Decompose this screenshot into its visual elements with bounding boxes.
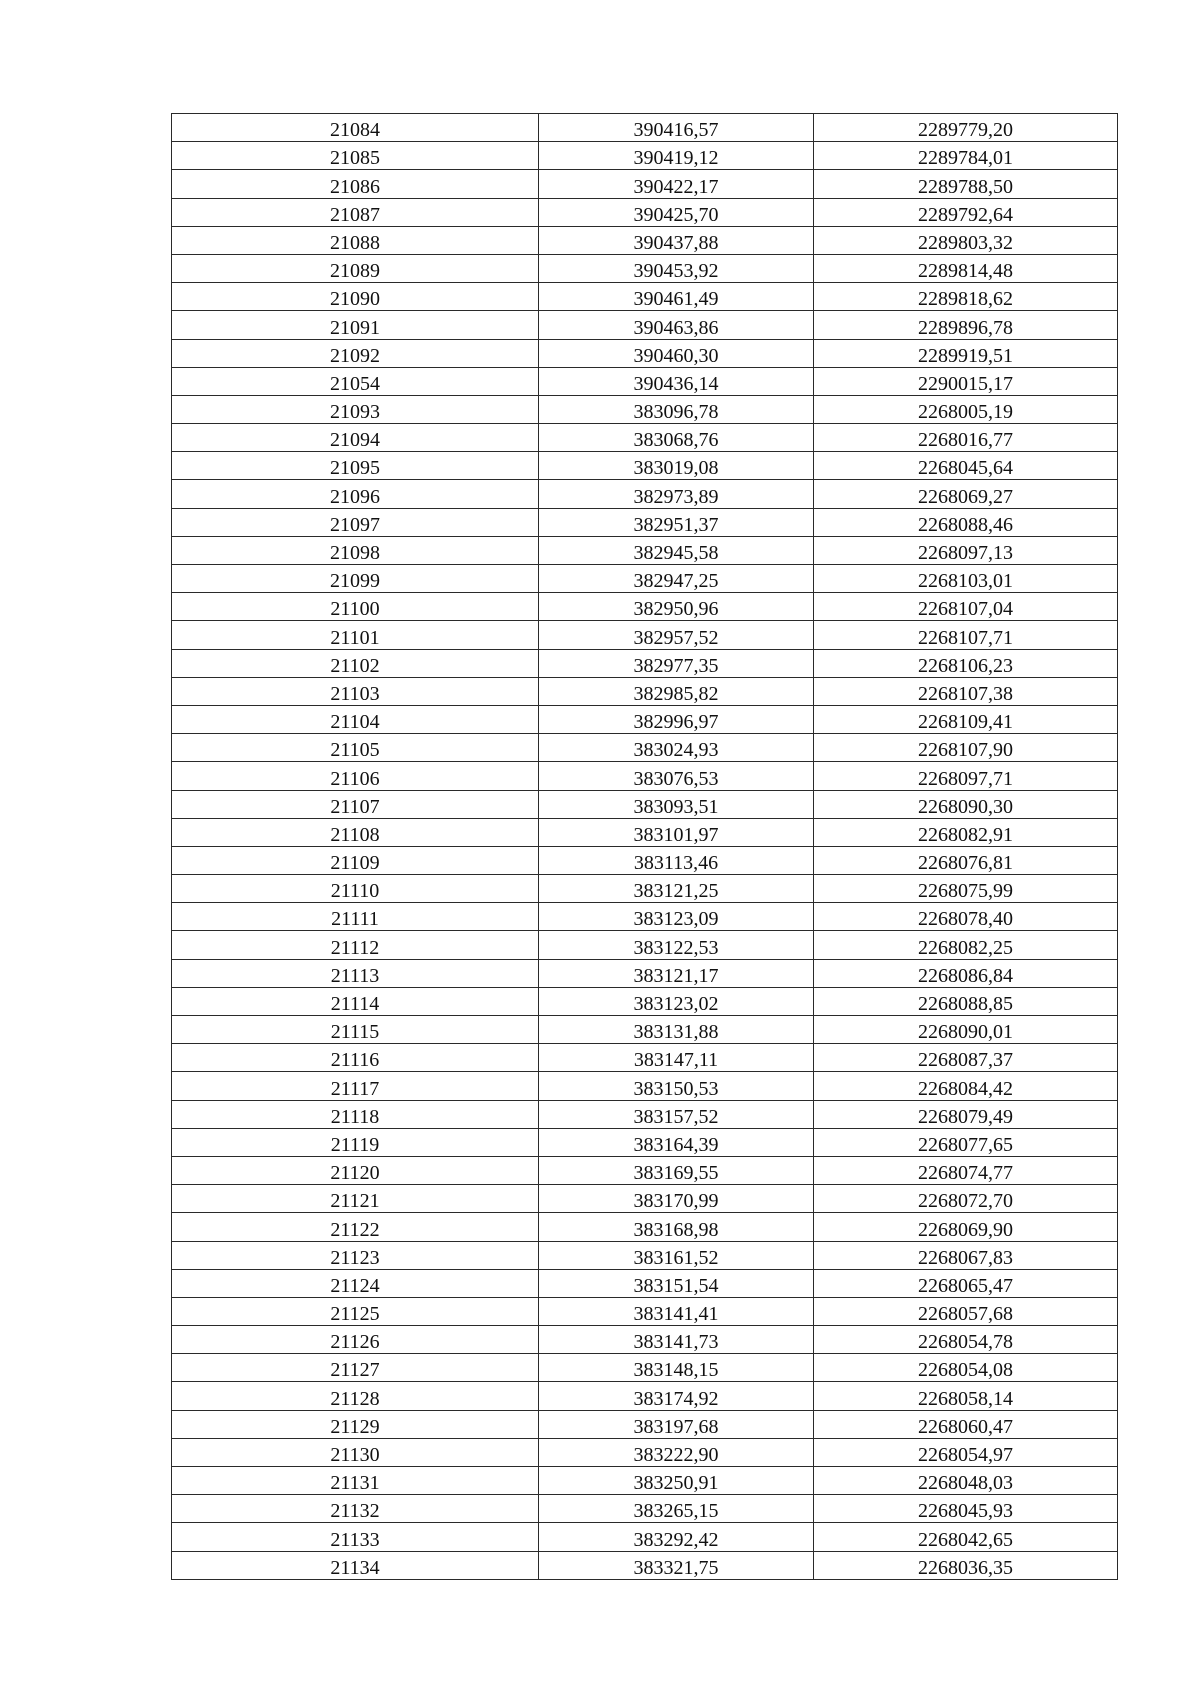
table-row bbox=[172, 283, 1118, 311]
point-number-cell: 21122 bbox=[172, 1213, 539, 1241]
y-coordinate-cell: 2268087,37 bbox=[814, 1044, 1118, 1072]
coordinates-table bbox=[171, 113, 1118, 1580]
table-row bbox=[172, 367, 1118, 395]
table-row bbox=[172, 1551, 1118, 1579]
point-number-cell: 21101 bbox=[172, 621, 539, 649]
point-number-cell: 21084 bbox=[172, 114, 539, 142]
y-coordinate-cell: 2268103,01 bbox=[814, 565, 1118, 593]
y-coordinate-cell: 2268107,04 bbox=[814, 593, 1118, 621]
table-row bbox=[172, 1016, 1118, 1044]
x-coordinate-cell: 383148,15 bbox=[539, 1354, 814, 1382]
y-coordinate-cell: 2289814,48 bbox=[814, 254, 1118, 282]
point-number-cell: 21128 bbox=[172, 1382, 539, 1410]
x-coordinate-cell: 383093,51 bbox=[539, 790, 814, 818]
point-number-cell: 21127 bbox=[172, 1354, 539, 1382]
y-coordinate-cell: 2268045,93 bbox=[814, 1495, 1118, 1523]
x-coordinate-cell: 383164,39 bbox=[539, 1128, 814, 1156]
table-row bbox=[172, 790, 1118, 818]
table-row bbox=[172, 762, 1118, 790]
table-row bbox=[172, 875, 1118, 903]
table-row bbox=[172, 114, 1118, 142]
point-number-cell: 21093 bbox=[172, 395, 539, 423]
y-coordinate-cell: 2289919,51 bbox=[814, 339, 1118, 367]
point-number-cell: 21107 bbox=[172, 790, 539, 818]
point-number-cell: 21133 bbox=[172, 1523, 539, 1551]
x-coordinate-cell: 383174,92 bbox=[539, 1382, 814, 1410]
x-coordinate-cell: 390422,17 bbox=[539, 170, 814, 198]
y-coordinate-cell: 2268054,78 bbox=[814, 1326, 1118, 1354]
table-row bbox=[172, 621, 1118, 649]
y-coordinate-cell: 2268077,65 bbox=[814, 1128, 1118, 1156]
x-coordinate-cell: 383292,42 bbox=[539, 1523, 814, 1551]
x-coordinate-cell: 383068,76 bbox=[539, 424, 814, 452]
y-coordinate-cell: 2268107,71 bbox=[814, 621, 1118, 649]
table-row bbox=[172, 226, 1118, 254]
table-row bbox=[172, 705, 1118, 733]
y-coordinate-cell: 2268076,81 bbox=[814, 846, 1118, 874]
table-row bbox=[172, 565, 1118, 593]
table-row bbox=[172, 593, 1118, 621]
x-coordinate-cell: 390416,57 bbox=[539, 114, 814, 142]
y-coordinate-cell: 2268072,70 bbox=[814, 1185, 1118, 1213]
point-number-cell: 21087 bbox=[172, 198, 539, 226]
x-coordinate-cell: 383101,97 bbox=[539, 818, 814, 846]
point-number-cell: 21129 bbox=[172, 1410, 539, 1438]
x-coordinate-cell: 383168,98 bbox=[539, 1213, 814, 1241]
y-coordinate-cell: 2268107,38 bbox=[814, 677, 1118, 705]
table-row bbox=[172, 508, 1118, 536]
table-row bbox=[172, 1128, 1118, 1156]
x-coordinate-cell: 383121,25 bbox=[539, 875, 814, 903]
x-coordinate-cell: 383121,17 bbox=[539, 959, 814, 987]
table-row bbox=[172, 649, 1118, 677]
point-number-cell: 21130 bbox=[172, 1438, 539, 1466]
y-coordinate-cell: 2268107,90 bbox=[814, 734, 1118, 762]
y-coordinate-cell: 2268084,42 bbox=[814, 1072, 1118, 1100]
x-coordinate-cell: 383265,15 bbox=[539, 1495, 814, 1523]
y-coordinate-cell: 2289792,64 bbox=[814, 198, 1118, 226]
y-coordinate-cell: 2268106,23 bbox=[814, 649, 1118, 677]
x-coordinate-cell: 383197,68 bbox=[539, 1410, 814, 1438]
table-row bbox=[172, 1100, 1118, 1128]
table-row bbox=[172, 1185, 1118, 1213]
x-coordinate-cell: 382947,25 bbox=[539, 565, 814, 593]
y-coordinate-cell: 2289803,32 bbox=[814, 226, 1118, 254]
x-coordinate-cell: 390419,12 bbox=[539, 142, 814, 170]
x-coordinate-cell: 383096,78 bbox=[539, 395, 814, 423]
point-number-cell: 21054 bbox=[172, 367, 539, 395]
y-coordinate-cell: 2268067,83 bbox=[814, 1241, 1118, 1269]
x-coordinate-cell: 382957,52 bbox=[539, 621, 814, 649]
table-row bbox=[172, 142, 1118, 170]
point-number-cell: 21124 bbox=[172, 1269, 539, 1297]
point-number-cell: 21126 bbox=[172, 1326, 539, 1354]
y-coordinate-cell: 2268065,47 bbox=[814, 1269, 1118, 1297]
table-row bbox=[172, 1382, 1118, 1410]
x-coordinate-cell: 383321,75 bbox=[539, 1551, 814, 1579]
point-number-cell: 21090 bbox=[172, 283, 539, 311]
table-row bbox=[172, 734, 1118, 762]
y-coordinate-cell: 2268016,77 bbox=[814, 424, 1118, 452]
point-number-cell: 21094 bbox=[172, 424, 539, 452]
x-coordinate-cell: 390425,70 bbox=[539, 198, 814, 226]
y-coordinate-cell: 2268109,41 bbox=[814, 705, 1118, 733]
x-coordinate-cell: 390436,14 bbox=[539, 367, 814, 395]
y-coordinate-cell: 2268069,27 bbox=[814, 480, 1118, 508]
y-coordinate-cell: 2268048,03 bbox=[814, 1467, 1118, 1495]
x-coordinate-cell: 390461,49 bbox=[539, 283, 814, 311]
y-coordinate-cell: 2268058,14 bbox=[814, 1382, 1118, 1410]
x-coordinate-cell: 390453,92 bbox=[539, 254, 814, 282]
y-coordinate-cell: 2268078,40 bbox=[814, 903, 1118, 931]
point-number-cell: 21105 bbox=[172, 734, 539, 762]
point-number-cell: 21123 bbox=[172, 1241, 539, 1269]
table-row bbox=[172, 339, 1118, 367]
table-row bbox=[172, 1241, 1118, 1269]
point-number-cell: 21091 bbox=[172, 311, 539, 339]
point-number-cell: 21125 bbox=[172, 1297, 539, 1325]
y-coordinate-cell: 2268005,19 bbox=[814, 395, 1118, 423]
y-coordinate-cell: 2268054,08 bbox=[814, 1354, 1118, 1382]
table-row bbox=[172, 424, 1118, 452]
x-coordinate-cell: 382977,35 bbox=[539, 649, 814, 677]
y-coordinate-cell: 2268054,97 bbox=[814, 1438, 1118, 1466]
point-number-cell: 21097 bbox=[172, 508, 539, 536]
table-row bbox=[172, 198, 1118, 226]
y-coordinate-cell: 2268075,99 bbox=[814, 875, 1118, 903]
point-number-cell: 21121 bbox=[172, 1185, 539, 1213]
table-row bbox=[172, 170, 1118, 198]
point-number-cell: 21115 bbox=[172, 1016, 539, 1044]
table-row bbox=[172, 1438, 1118, 1466]
x-coordinate-cell: 382973,89 bbox=[539, 480, 814, 508]
x-coordinate-cell: 382996,97 bbox=[539, 705, 814, 733]
x-coordinate-cell: 383250,91 bbox=[539, 1467, 814, 1495]
y-coordinate-cell: 2268097,13 bbox=[814, 536, 1118, 564]
point-number-cell: 21095 bbox=[172, 452, 539, 480]
y-coordinate-cell: 2268086,84 bbox=[814, 959, 1118, 987]
y-coordinate-cell: 2268069,90 bbox=[814, 1213, 1118, 1241]
x-coordinate-cell: 383123,09 bbox=[539, 903, 814, 931]
point-number-cell: 21085 bbox=[172, 142, 539, 170]
point-number-cell: 21092 bbox=[172, 339, 539, 367]
point-number-cell: 21132 bbox=[172, 1495, 539, 1523]
table-row bbox=[172, 395, 1118, 423]
table-row bbox=[172, 1156, 1118, 1184]
y-coordinate-cell: 2268090,30 bbox=[814, 790, 1118, 818]
y-coordinate-cell: 2289784,01 bbox=[814, 142, 1118, 170]
table-row bbox=[172, 480, 1118, 508]
y-coordinate-cell: 2268057,68 bbox=[814, 1297, 1118, 1325]
table-row bbox=[172, 903, 1118, 931]
x-coordinate-cell: 383161,52 bbox=[539, 1241, 814, 1269]
y-coordinate-cell: 2289788,50 bbox=[814, 170, 1118, 198]
y-coordinate-cell: 2289818,62 bbox=[814, 283, 1118, 311]
y-coordinate-cell: 2268074,77 bbox=[814, 1156, 1118, 1184]
table-row bbox=[172, 1410, 1118, 1438]
point-number-cell: 21110 bbox=[172, 875, 539, 903]
table-row bbox=[172, 677, 1118, 705]
point-number-cell: 21086 bbox=[172, 170, 539, 198]
x-coordinate-cell: 383169,55 bbox=[539, 1156, 814, 1184]
table-row bbox=[172, 987, 1118, 1015]
point-number-cell: 21103 bbox=[172, 677, 539, 705]
x-coordinate-cell: 383151,54 bbox=[539, 1269, 814, 1297]
x-coordinate-cell: 383147,11 bbox=[539, 1044, 814, 1072]
y-coordinate-cell: 2268088,46 bbox=[814, 508, 1118, 536]
table-row bbox=[172, 959, 1118, 987]
table-row bbox=[172, 1072, 1118, 1100]
table-row bbox=[172, 1523, 1118, 1551]
point-number-cell: 21104 bbox=[172, 705, 539, 733]
x-coordinate-cell: 383024,93 bbox=[539, 734, 814, 762]
x-coordinate-cell: 383141,73 bbox=[539, 1326, 814, 1354]
point-number-cell: 21134 bbox=[172, 1551, 539, 1579]
point-number-cell: 21120 bbox=[172, 1156, 539, 1184]
x-coordinate-cell: 382945,58 bbox=[539, 536, 814, 564]
table-row bbox=[172, 1495, 1118, 1523]
point-number-cell: 21109 bbox=[172, 846, 539, 874]
point-number-cell: 21114 bbox=[172, 987, 539, 1015]
y-coordinate-cell: 2268090,01 bbox=[814, 1016, 1118, 1044]
x-coordinate-cell: 383150,53 bbox=[539, 1072, 814, 1100]
y-coordinate-cell: 2268060,47 bbox=[814, 1410, 1118, 1438]
y-coordinate-cell: 2289779,20 bbox=[814, 114, 1118, 142]
y-coordinate-cell: 2268097,71 bbox=[814, 762, 1118, 790]
y-coordinate-cell: 2268045,64 bbox=[814, 452, 1118, 480]
point-number-cell: 21089 bbox=[172, 254, 539, 282]
point-number-cell: 21088 bbox=[172, 226, 539, 254]
x-coordinate-cell: 383141,41 bbox=[539, 1297, 814, 1325]
table-row bbox=[172, 1269, 1118, 1297]
table-row bbox=[172, 1354, 1118, 1382]
x-coordinate-cell: 382951,37 bbox=[539, 508, 814, 536]
table-row bbox=[172, 1044, 1118, 1072]
x-coordinate-cell: 390460,30 bbox=[539, 339, 814, 367]
y-coordinate-cell: 2290015,17 bbox=[814, 367, 1118, 395]
y-coordinate-cell: 2268082,25 bbox=[814, 931, 1118, 959]
x-coordinate-cell: 390463,86 bbox=[539, 311, 814, 339]
x-coordinate-cell: 383131,88 bbox=[539, 1016, 814, 1044]
x-coordinate-cell: 383170,99 bbox=[539, 1185, 814, 1213]
x-coordinate-cell: 383122,53 bbox=[539, 931, 814, 959]
x-coordinate-cell: 383222,90 bbox=[539, 1438, 814, 1466]
point-number-cell: 21113 bbox=[172, 959, 539, 987]
x-coordinate-cell: 383157,52 bbox=[539, 1100, 814, 1128]
table-row bbox=[172, 452, 1118, 480]
point-number-cell: 21102 bbox=[172, 649, 539, 677]
point-number-cell: 21108 bbox=[172, 818, 539, 846]
point-number-cell: 21119 bbox=[172, 1128, 539, 1156]
y-coordinate-cell: 2268036,35 bbox=[814, 1551, 1118, 1579]
point-number-cell: 21112 bbox=[172, 931, 539, 959]
x-coordinate-cell: 382950,96 bbox=[539, 593, 814, 621]
table-row bbox=[172, 818, 1118, 846]
table-row bbox=[172, 1297, 1118, 1325]
point-number-cell: 21100 bbox=[172, 593, 539, 621]
table-row bbox=[172, 254, 1118, 282]
table-row bbox=[172, 846, 1118, 874]
point-number-cell: 21131 bbox=[172, 1467, 539, 1495]
point-number-cell: 21111 bbox=[172, 903, 539, 931]
y-coordinate-cell: 2289896,78 bbox=[814, 311, 1118, 339]
x-coordinate-cell: 383113,46 bbox=[539, 846, 814, 874]
point-number-cell: 21099 bbox=[172, 565, 539, 593]
point-number-cell: 21106 bbox=[172, 762, 539, 790]
point-number-cell: 21117 bbox=[172, 1072, 539, 1100]
point-number-cell: 21096 bbox=[172, 480, 539, 508]
x-coordinate-cell: 383076,53 bbox=[539, 762, 814, 790]
y-coordinate-cell: 2268042,65 bbox=[814, 1523, 1118, 1551]
table-row bbox=[172, 1326, 1118, 1354]
point-number-cell: 21116 bbox=[172, 1044, 539, 1072]
point-number-cell: 21098 bbox=[172, 536, 539, 564]
y-coordinate-cell: 2268079,49 bbox=[814, 1100, 1118, 1128]
x-coordinate-cell: 390437,88 bbox=[539, 226, 814, 254]
table-row bbox=[172, 1213, 1118, 1241]
table-row bbox=[172, 536, 1118, 564]
table-row bbox=[172, 1467, 1118, 1495]
coordinates-table-body bbox=[172, 114, 1118, 1580]
x-coordinate-cell: 383019,08 bbox=[539, 452, 814, 480]
point-number-cell: 21118 bbox=[172, 1100, 539, 1128]
y-coordinate-cell: 2268088,85 bbox=[814, 987, 1118, 1015]
x-coordinate-cell: 382985,82 bbox=[539, 677, 814, 705]
table-row bbox=[172, 931, 1118, 959]
table-row bbox=[172, 311, 1118, 339]
x-coordinate-cell: 383123,02 bbox=[539, 987, 814, 1015]
y-coordinate-cell: 2268082,91 bbox=[814, 818, 1118, 846]
